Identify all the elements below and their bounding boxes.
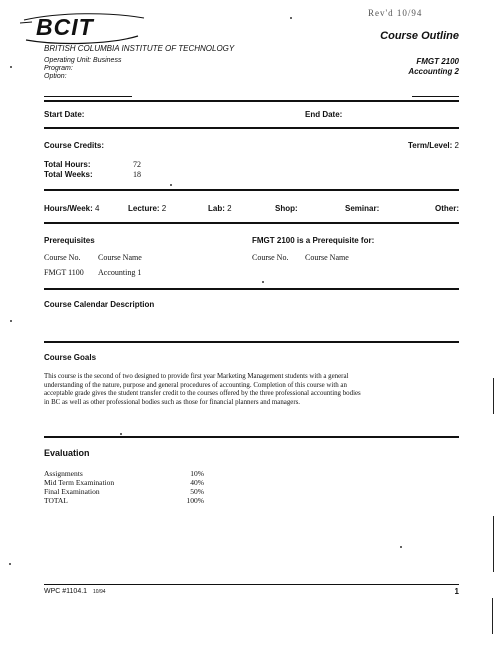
end-date-label: End Date: bbox=[305, 110, 343, 119]
lab-value: 2 bbox=[227, 204, 232, 213]
program-label: Program: bbox=[44, 65, 73, 72]
program bbox=[44, 65, 73, 72]
other-label: Other: bbox=[435, 204, 459, 213]
prereq-row-no: FMGT 1100 bbox=[44, 268, 84, 277]
scan-mark bbox=[493, 516, 494, 572]
scan-speck bbox=[170, 184, 172, 186]
scan-speck bbox=[120, 433, 122, 435]
evaluation-row-label: TOTAL bbox=[44, 496, 68, 505]
goals-text bbox=[44, 373, 464, 407]
evaluation-row-label: Mid Term Examination bbox=[44, 478, 115, 487]
evaluation-row-label: Final Examination bbox=[44, 487, 100, 496]
evaluation-row bbox=[44, 469, 214, 478]
goals-line: in BC as well as other professional bodies such as those for financial planners and managers. bbox=[44, 398, 301, 406]
evaluation-row bbox=[44, 487, 214, 496]
operating-unit bbox=[44, 57, 121, 64]
footer-form bbox=[44, 588, 106, 595]
option-label: Option: bbox=[44, 73, 67, 80]
course-code: FMGT 2100 bbox=[416, 57, 459, 66]
term-level-value: 2 bbox=[454, 141, 459, 150]
bcit-logo bbox=[20, 10, 148, 46]
form-number: WPC #1104.1 bbox=[44, 588, 88, 595]
scan-speck bbox=[262, 281, 264, 283]
scan-speck bbox=[9, 563, 11, 565]
scan-speck bbox=[290, 17, 292, 19]
rule-hours bbox=[44, 222, 459, 224]
seminar-label: Seminar: bbox=[345, 204, 380, 213]
scan-mark bbox=[492, 598, 493, 634]
total-weeks-value: 18 bbox=[133, 170, 141, 179]
rule-totals bbox=[44, 189, 459, 191]
scan-speck bbox=[10, 66, 12, 68]
evaluation-title: Evaluation bbox=[44, 448, 90, 458]
hours-week bbox=[44, 204, 99, 213]
doc-type: Course Outline bbox=[380, 30, 459, 42]
rule-goals bbox=[44, 436, 459, 438]
evaluation-row-value: 50% bbox=[190, 487, 204, 496]
prereq-for-col-name: Course Name bbox=[305, 253, 349, 262]
rule-dates bbox=[44, 127, 459, 129]
course-title: Accounting 2 bbox=[408, 67, 459, 76]
prerequisites-title: Prerequisites bbox=[44, 236, 95, 245]
evaluation-row bbox=[44, 496, 214, 505]
prereq-col-no: Course No. bbox=[44, 253, 81, 262]
scan-speck bbox=[400, 546, 402, 548]
form-date: 10/94 bbox=[93, 589, 106, 595]
total-hours-value: 72 bbox=[133, 160, 141, 169]
page-number: 1 bbox=[454, 587, 459, 596]
lecture bbox=[128, 204, 166, 213]
prereq-for-title: FMGT 2100 is a Prerequisite for: bbox=[252, 236, 375, 245]
rule-footer bbox=[44, 584, 459, 585]
scan-speck bbox=[10, 320, 12, 322]
goals-line: acceptable grade gives the student transfer credit to the courses offered by the three professional accounting bodies bbox=[44, 390, 361, 398]
course-credits-label: Course Credits: bbox=[44, 141, 105, 150]
goals-title: Course Goals bbox=[44, 353, 97, 362]
lecture-value: 2 bbox=[161, 204, 167, 213]
header-rule-right bbox=[412, 96, 459, 97]
institute-name: BRITISH COLUMBIA INSTITUTE OF TECHNOLOGY bbox=[44, 44, 235, 53]
evaluation-row-label: Assignments bbox=[44, 469, 83, 478]
start-date-label: Start Date: bbox=[44, 110, 85, 119]
prereq-row-name: Accounting 1 bbox=[98, 268, 142, 277]
logo-text: BCIT bbox=[36, 14, 94, 40]
lecture-label: Lecture: bbox=[128, 204, 160, 213]
rule-calendar bbox=[44, 341, 459, 343]
term-level bbox=[408, 141, 459, 150]
calendar-title: Course Calendar Description bbox=[44, 300, 155, 309]
hours-week-label: Hours/Week: bbox=[44, 204, 93, 213]
rule-prereq bbox=[44, 288, 459, 290]
evaluation-row-value: 100% bbox=[186, 496, 204, 505]
lab bbox=[208, 204, 232, 213]
rule-top bbox=[44, 100, 459, 102]
goals-line: This course is the second of two designed to provide first year Marketing Management students with a general bbox=[44, 373, 349, 380]
evaluation-row-value: 10% bbox=[190, 469, 204, 478]
operating-unit-label: Operating Unit: bbox=[44, 57, 92, 64]
goals-line: understanding of the nature, purpose and general procedures of accounting. Completion of this course with an bbox=[44, 381, 347, 389]
lab-label: Lab: bbox=[208, 204, 225, 213]
prereq-for-col-no: Course No. bbox=[252, 253, 289, 262]
term-level-label: Term/Level: bbox=[408, 141, 453, 150]
prereq-col-name: Course Name bbox=[98, 253, 142, 262]
operating-unit-value: Business bbox=[93, 57, 122, 64]
revision-stamp: Rev'd 10/94 bbox=[368, 8, 423, 18]
evaluation-row bbox=[44, 478, 214, 487]
evaluation-table bbox=[44, 469, 214, 505]
header-rule bbox=[44, 96, 132, 97]
option bbox=[44, 73, 67, 80]
total-weeks-label: Total Weeks: bbox=[44, 170, 93, 179]
shop-label: Shop: bbox=[275, 204, 298, 213]
scan-mark bbox=[493, 378, 494, 414]
total-hours-label: Total Hours: bbox=[44, 160, 91, 169]
evaluation-row-value: 40% bbox=[190, 478, 204, 487]
hours-week-value: 4 bbox=[95, 204, 100, 213]
